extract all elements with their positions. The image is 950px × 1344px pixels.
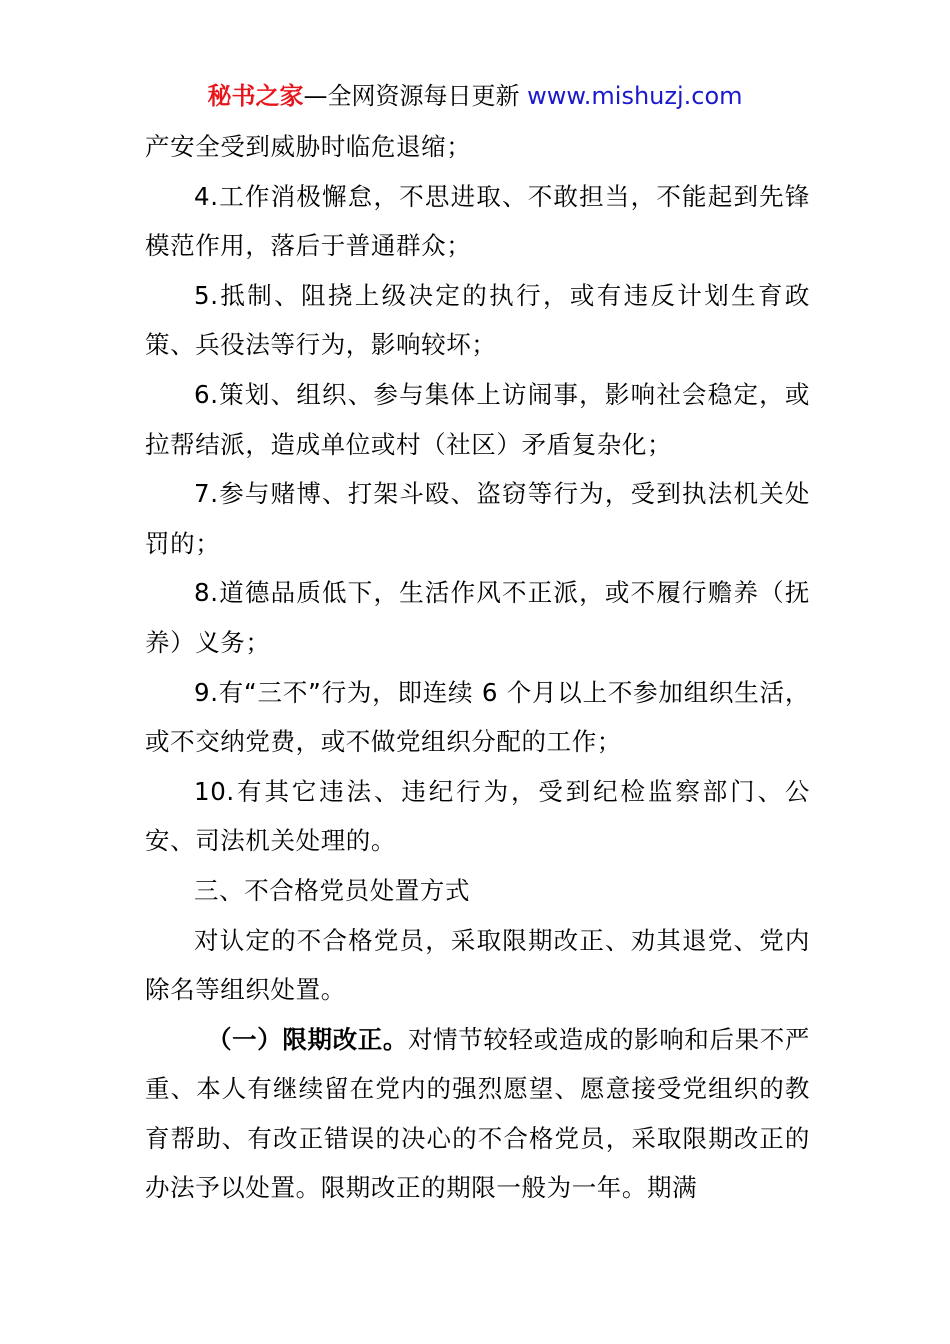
paragraph-continuation: 产安全受到威胁时临危退缩； (145, 132, 472, 161)
paragraph-item-5: 5.抵制、阻挠上级决定的执行，或有违反计划生育政策、兵役法等行为，影响较坏； (145, 280, 810, 360)
paragraph-correction (145, 1015, 810, 1213)
paragraph-item-9: 9.有“三不”行为，即连续 6 个月以上不参加组织生活，或不交纳党费，或不做党组织分配的工作； (145, 677, 810, 757)
section-heading: 三、不合格党员处置方式 (194, 875, 471, 905)
header-brand: 秘书之家 (207, 82, 304, 110)
subheading-bold: （一）限期改正。 (207, 1024, 409, 1054)
paragraph-item-6: 6.策划、组织、参与集体上访闹事，影响社会稳定，或拉帮结派，造成单位或村（社区）矛盾复杂化； (145, 379, 810, 459)
paragraph-intro: 对认定的不合格党员，采取限期改正、劝其退党、党内除名等组织处置。 (145, 925, 810, 1005)
document-body (145, 122, 810, 1213)
paragraph-item-7: 7.参与赌博、打架斗殴、盗窃等行为，受到执法机关处罚的； (145, 479, 810, 558)
paragraph-item-10: 10.有其它违法、违纪行为，受到纪检监察部门、公安、司法机关处理的。 (145, 776, 810, 856)
header-slogan: —全网资源每日更新 (303, 82, 520, 110)
page-header (0, 80, 950, 112)
header-site-url: www.mishuzj.com (527, 82, 743, 110)
paragraph-item-4: 4.工作消极懈怠，不思进取、不敢担当，不能起到先锋模范作用，落后于普通群众； (145, 181, 810, 261)
paragraph-correction-text: 对情节较轻或造成的影响和后果不严重、本人有继续留在党内的强烈愿望、愿意接受党组织的教育帮助、有改正错误的决心的不合格党员，采取限期改正的办法予以处置。限期改正的期限一般为一年。期满 (145, 1024, 810, 1203)
paragraph-item-8: 8.道德品质低下，生活作风不正派，或不履行赡养（抚养）义务； (145, 578, 810, 657)
